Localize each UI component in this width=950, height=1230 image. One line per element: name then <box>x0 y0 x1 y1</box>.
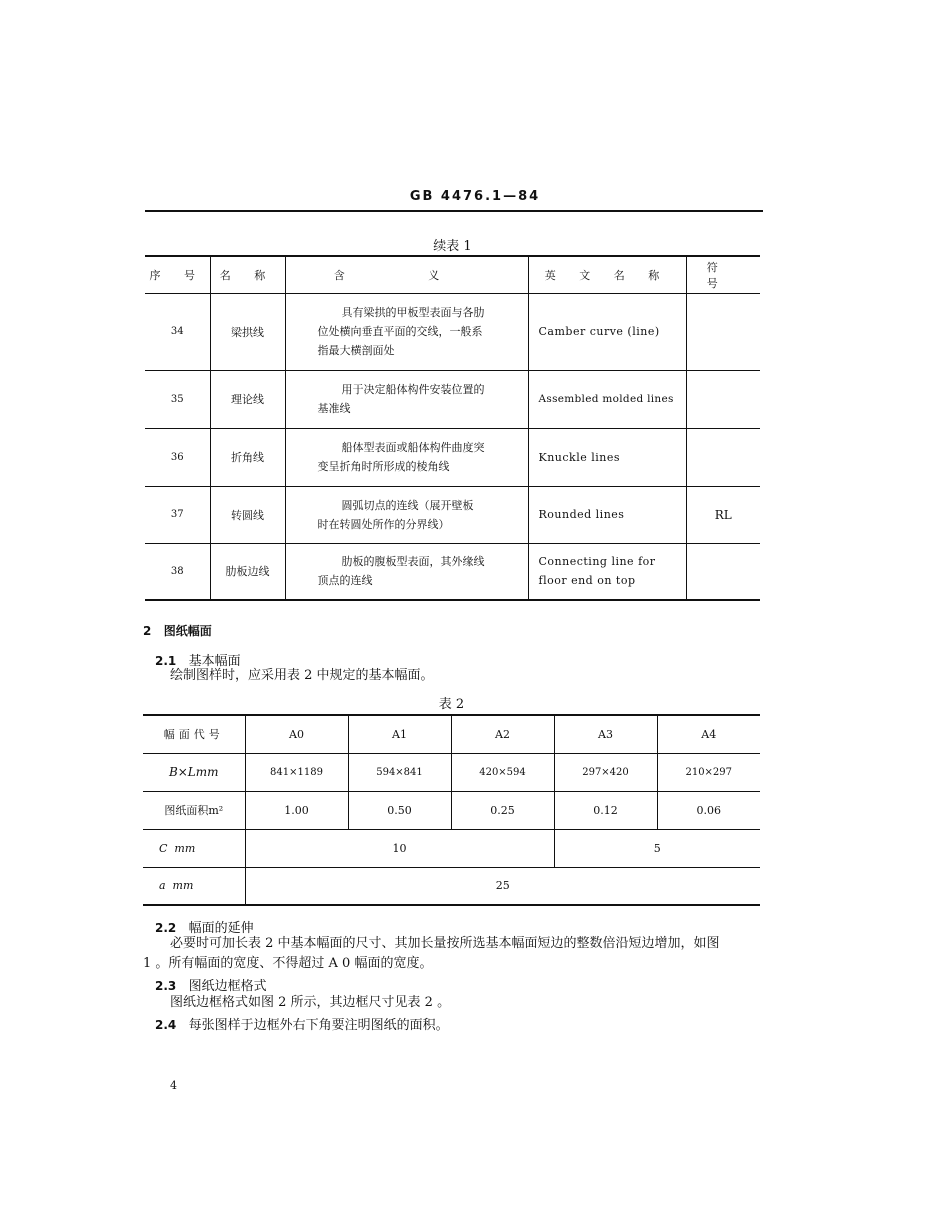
table-cell: 297×420 <box>554 753 657 791</box>
symbol <box>686 293 760 370</box>
table-cell: 0.06 <box>657 791 760 829</box>
meaning-line: 时在转圆处所作的分界线） <box>317 517 450 531</box>
section-title: 图纸边框格式 <box>188 979 267 994</box>
meaning-line: 具有梁拱的甲板型表面与各肋 <box>341 306 485 319</box>
section-title: 图纸幅面 <box>163 624 212 638</box>
meaning-line: 变呈折角时所形成的棱角线 <box>317 460 450 473</box>
symbol <box>686 370 760 428</box>
meaning-line: 圆弧切点的连线（展开壁板 <box>341 498 474 512</box>
term-name: 理论线 <box>210 370 285 428</box>
section-number: 2.1 <box>155 654 177 668</box>
table-cell: A1 <box>348 715 451 753</box>
meaning-line: 基准线 <box>317 402 351 415</box>
english-name: Knuckle lines <box>528 428 686 486</box>
section-title: 幅面的延伸 <box>188 921 254 936</box>
row-number: 37 <box>145 486 210 543</box>
english-name: Rounded lines <box>528 486 686 543</box>
table-cell: 210×297 <box>657 753 760 791</box>
table2-row-size <box>143 753 760 791</box>
row-number: 38 <box>170 565 184 577</box>
table-row <box>145 428 760 486</box>
header-rule <box>145 210 763 212</box>
row-number: 36 <box>145 428 210 486</box>
section-number: 2.2 <box>155 921 177 935</box>
symbol <box>686 543 760 600</box>
row-label: C mm <box>143 829 245 867</box>
term-meaning <box>285 543 528 600</box>
table-cell: 594×841 <box>348 753 451 791</box>
table2-row-c <box>143 829 760 867</box>
table-cell: A4 <box>657 715 760 753</box>
section-2-4-line <box>155 1014 449 1033</box>
header-cell-symbol: 符 号 <box>686 256 760 293</box>
english-name: Assembled molded lines <box>528 370 686 428</box>
table-cell: A2 <box>451 715 554 753</box>
row-number: 35 <box>145 370 210 428</box>
table-cell: A3 <box>554 715 657 753</box>
row-number: 34 <box>145 293 210 370</box>
section-2-3-heading <box>155 975 267 994</box>
term-name: 梁拱线 <box>210 293 285 370</box>
table-cell: A0 <box>245 715 348 753</box>
table2-row-a <box>143 867 760 905</box>
term-name: 转圆线 <box>210 486 285 543</box>
table2 <box>143 714 760 906</box>
table2-row-area <box>143 791 760 829</box>
table-cell: 841×1189 <box>245 753 348 791</box>
symbol: RL <box>686 486 760 543</box>
section-text: 每张图样于边框外右下角要注明图纸的面积。 <box>188 1018 449 1033</box>
section-title: 基本幅面 <box>188 654 241 669</box>
row-label: 图纸面积m² <box>143 791 245 829</box>
table-cell: 1.00 <box>245 791 348 829</box>
term-meaning <box>285 486 528 543</box>
table-cell: 5 <box>554 829 760 867</box>
meaning-line: 船体型表面或船体构件曲度突 <box>341 441 485 454</box>
english-line: Connecting line for <box>538 555 656 569</box>
section-number: 2.4 <box>155 1018 177 1032</box>
table-cell: 0.50 <box>348 791 451 829</box>
table-cell: 25 <box>245 867 760 905</box>
term-name: 折角线 <box>210 428 285 486</box>
meaning-line: 用于决定船体构件安装位置的 <box>341 383 485 396</box>
header-cell-name: 名 称 <box>210 256 285 293</box>
section-2-3-text: 图纸边框格式如图 2 所示，其边框尺寸见表 2 。 <box>170 995 451 1010</box>
header-cell-meaning: 含 义 <box>285 256 528 293</box>
header-cell-english: 英 文 名 称 <box>528 256 686 293</box>
english-name: Camber curve (line) <box>528 293 686 370</box>
term-meaning <box>285 370 528 428</box>
meaning-line: 位处横向垂直平面的交线，一般系 <box>317 325 483 338</box>
table-row <box>145 293 760 370</box>
table1-header-row <box>145 256 760 293</box>
term-meaning <box>285 293 528 370</box>
table2-caption: 表 2 <box>438 697 465 712</box>
table-cell: 10 <box>245 829 554 867</box>
english-line: floor end on top <box>538 574 636 588</box>
term-name: 肋板边线 <box>210 543 285 600</box>
meaning-line: 肋板的腹板型表面，其外缘线 <box>341 555 485 569</box>
row-label: a mm <box>159 879 194 893</box>
header-cell-no: 序 号 <box>145 256 210 293</box>
table-row <box>145 370 760 428</box>
row-label: 幅面代号 <box>143 715 245 753</box>
section-number: 2 <box>143 624 152 638</box>
table2-row-code <box>143 715 760 753</box>
section-2-1-text: 绘制图样时，应采用表 2 中规定的基本幅面。 <box>170 668 434 683</box>
english-name <box>528 543 686 600</box>
term-meaning <box>285 428 528 486</box>
meaning-line: 指最大横剖面处 <box>317 344 395 357</box>
section-2-heading <box>143 622 212 639</box>
table1-caption: 续表 1 <box>433 239 472 254</box>
table-cell: 420×594 <box>451 753 554 791</box>
page-number: 4 <box>170 1079 177 1092</box>
document-code: GB 4476.1—84 <box>409 189 541 204</box>
section-number: 2.3 <box>155 979 177 993</box>
section-2-2-line2: 1 。所有幅面的宽度、不得超过 A 0 幅面的宽度。 <box>143 956 433 971</box>
table-row <box>145 543 760 600</box>
table-row <box>145 486 760 543</box>
table-cell: 0.25 <box>451 791 554 829</box>
meaning-line: 顶点的连线 <box>317 574 373 588</box>
table1 <box>145 255 760 601</box>
symbol <box>686 428 760 486</box>
section-2-2-line1: 必要时可加长表 2 中基本幅面的尺寸、其加长量按所选基本幅面短边的整数倍沿短边增加，如图 <box>170 936 720 951</box>
row-label: B×Lmm <box>143 753 245 791</box>
table-cell: 0.12 <box>554 791 657 829</box>
